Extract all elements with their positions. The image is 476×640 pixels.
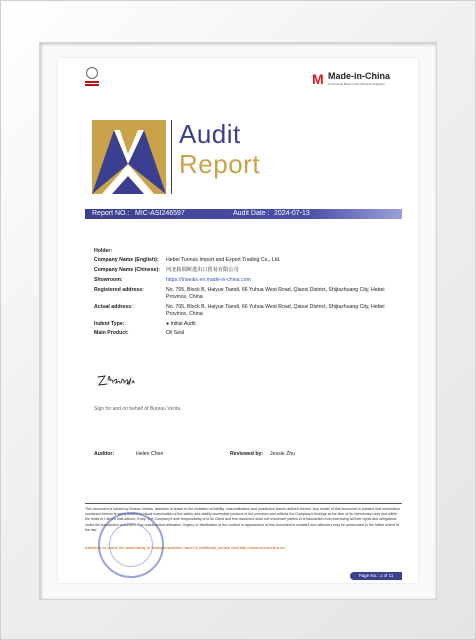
auditor-name: Helen Chen [136,451,164,457]
title-audit: Audit [179,119,241,149]
info-row-actual-address: Actual address: No. 705, Block B, Haiyue Tiandi, 66 Yuhua West Road, Qiaoxi District, Shijiazhuang City, Hebei Province, China [94,304,385,317]
made-in-china-brand: Made-in-China [328,71,390,81]
made-in-china-tagline: Connecting Buyers with Chinese Suppliers [328,82,385,86]
audit-date-value: 2024-07-13 [274,210,310,217]
title-report: Report [179,149,261,179]
info-row-company-english: Company Name (English): Hebei Tuoruis Import and Export Trading Co., Ltd. [94,257,281,263]
info-row-holder: Holder: [94,248,113,254]
report-info-bar [85,209,402,219]
authenticity-check-link[interactable]: Attention: to check the authenticity of testing/inspection report & certificate, please click:http://www.bvcorchina.cn/ [85,545,286,550]
info-row-company-chinese: Company Name (Chinese): 河北拓瑞斯进出口贸易有限公司 [94,267,239,273]
handwritten-signature [96,371,146,389]
reviewer-name: Jessie Zhu [270,451,296,457]
report-no-label: Report NO.: [92,210,130,217]
audit-date-label: Audit Date : [233,210,270,217]
audit-emblem-icon [92,120,166,194]
title-divider [171,120,172,194]
report-no-value: MIC-ASI246597 [135,210,185,217]
reviewer-label: Reviewed by: [230,451,264,457]
legal-disclaimer: This document is issued by Bureau Veritas. Attention is drawn to the limitation of liability, indemnification and jurisdiction issues defined therein. Any holder of this document is advised that information contained hereon is solely limited to visual examination of the safety and readily accessible portions of the premises and reflects the Company's findings at the time of its intervention only and within the limits of Client's instructions, if any. The Company's sole responsibility is to its Client and this document does not exonerate parties to a transaction from exercising all their rights and obligations under the transaction document. Any unauthorized alteration, forgery or falsification of the content or appearance of this document is unlawful and offenders may be prosecuted to the fullest extent of the law. [85,507,400,532]
signature-caption: Sign for and on behalf of Bureau Verita [94,406,181,412]
audit-report-document [58,58,418,583]
bureau-veritas-logo-icon [85,67,99,89]
info-row-registered-address: Registered address: No. 705, Block B, Haiyue Tiandi, 66 Yuhua West Road, Qiaoxi District, Shijiazhuang City, Hebei Province, China [94,287,385,300]
showroom-link[interactable]: https://tnseals.en.made-in-china.com [166,277,251,283]
info-row-indent-type: Indent Type: ● Initial Audit [94,321,196,327]
auditor-label: Auditor: [94,451,115,457]
official-seal-stamp [98,512,164,578]
footer-divider [85,503,402,504]
made-in-china-mark-icon: M [312,71,324,87]
made-in-china-logo [312,70,412,90]
info-row-main-product: Main Product: Oil Seal [94,330,185,336]
page-number: Page No.: 1 of 11 [350,572,402,580]
company-info-table [94,248,404,339]
info-row-showroom: Showroom: https://tnseals.en.made-in-china.com [94,277,404,287]
